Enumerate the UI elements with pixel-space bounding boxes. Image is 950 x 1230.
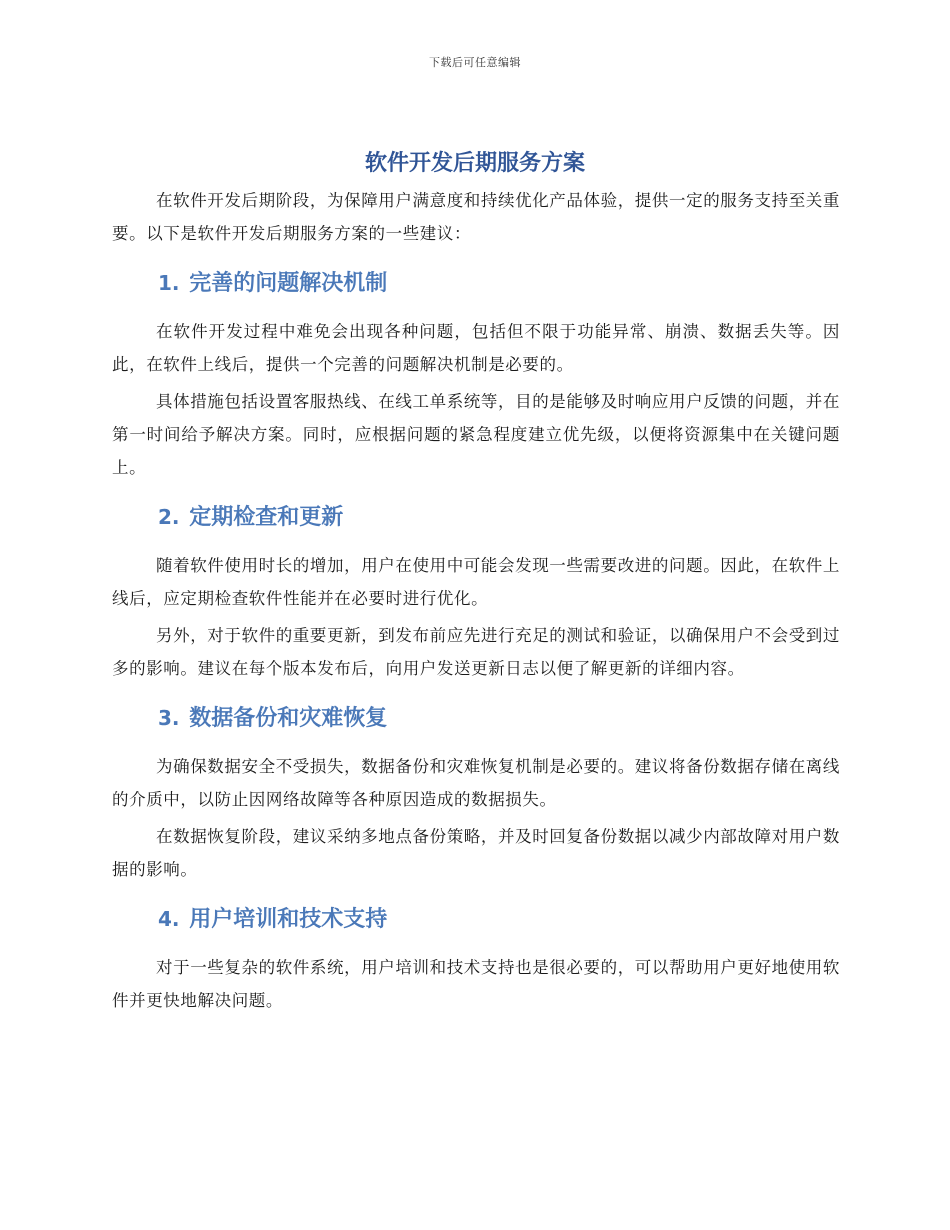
section-number: 4. xyxy=(158,907,180,931)
body-paragraph: 在软件开发过程中难免会出现各种问题，包括但不限于功能异常、崩溃、数据丢失等。因此，在软件上线后，提供一个完善的问题解决机制是必要的。 xyxy=(112,322,840,374)
body-paragraph: 随着软件使用时长的增加，用户在使用中可能会发现一些需要改进的问题。因此，在软件上线后，应定期检查软件性能并在必要时进行优化。 xyxy=(112,556,840,608)
section-heading xyxy=(158,703,840,734)
intro-paragraph: 在软件开发后期阶段，为保障用户满意度和持续优化产品体验，提供一定的服务支持至关重要。以下是软件开发后期服务方案的一些建议： xyxy=(112,191,840,243)
document-body xyxy=(112,184,840,1021)
section-heading xyxy=(158,268,840,299)
body-paragraph: 另外，对于软件的重要更新，到发布前应先进行充足的测试和验证，以确保用户不会受到过多的影响。建议在每个版本发布后，向用户发送更新日志以便了解更新的详细内容。 xyxy=(112,626,840,678)
section-number: 1. xyxy=(158,271,180,295)
section-heading-text: 完善的问题解决机制 xyxy=(189,271,388,296)
section-3 xyxy=(112,703,840,886)
section-heading-text: 定期检查和更新 xyxy=(189,505,344,530)
section-heading-text: 数据备份和灾难恢复 xyxy=(189,706,388,731)
section-1 xyxy=(112,268,840,484)
section-2 xyxy=(112,502,840,685)
section-4 xyxy=(112,904,840,1017)
page-header-note: 下载后可任意编辑 xyxy=(429,56,521,69)
section-number: 3. xyxy=(158,706,180,730)
section-number: 2. xyxy=(158,505,180,529)
body-paragraph: 具体措施包括设置客服热线、在线工单系统等，目的是能够及时响应用户反馈的问题，并在第一时间给予解决方案。同时，应根据问题的紧急程度建立优先级，以便将资源集中在关键问题上。 xyxy=(112,392,840,477)
section-heading-text: 用户培训和技术支持 xyxy=(189,907,388,932)
section-heading xyxy=(158,502,840,533)
document-title: 软件开发后期服务方案 xyxy=(364,151,585,176)
body-paragraph: 为确保数据安全不受损失，数据备份和灾难恢复机制是必要的。建议将备份数据存储在离线的介质中，以防止因网络故障等各种原因造成的数据损失。 xyxy=(112,757,840,809)
body-paragraph: 对于一些复杂的软件系统，用户培训和技术支持也是很必要的，可以帮助用户更好地使用软件并更快地解决问题。 xyxy=(112,958,840,1010)
body-paragraph: 在数据恢复阶段，建议采纳多地点备份策略，并及时回复备份数据以减少内部故障对用户数据的影响。 xyxy=(112,827,840,879)
section-heading xyxy=(158,904,840,935)
